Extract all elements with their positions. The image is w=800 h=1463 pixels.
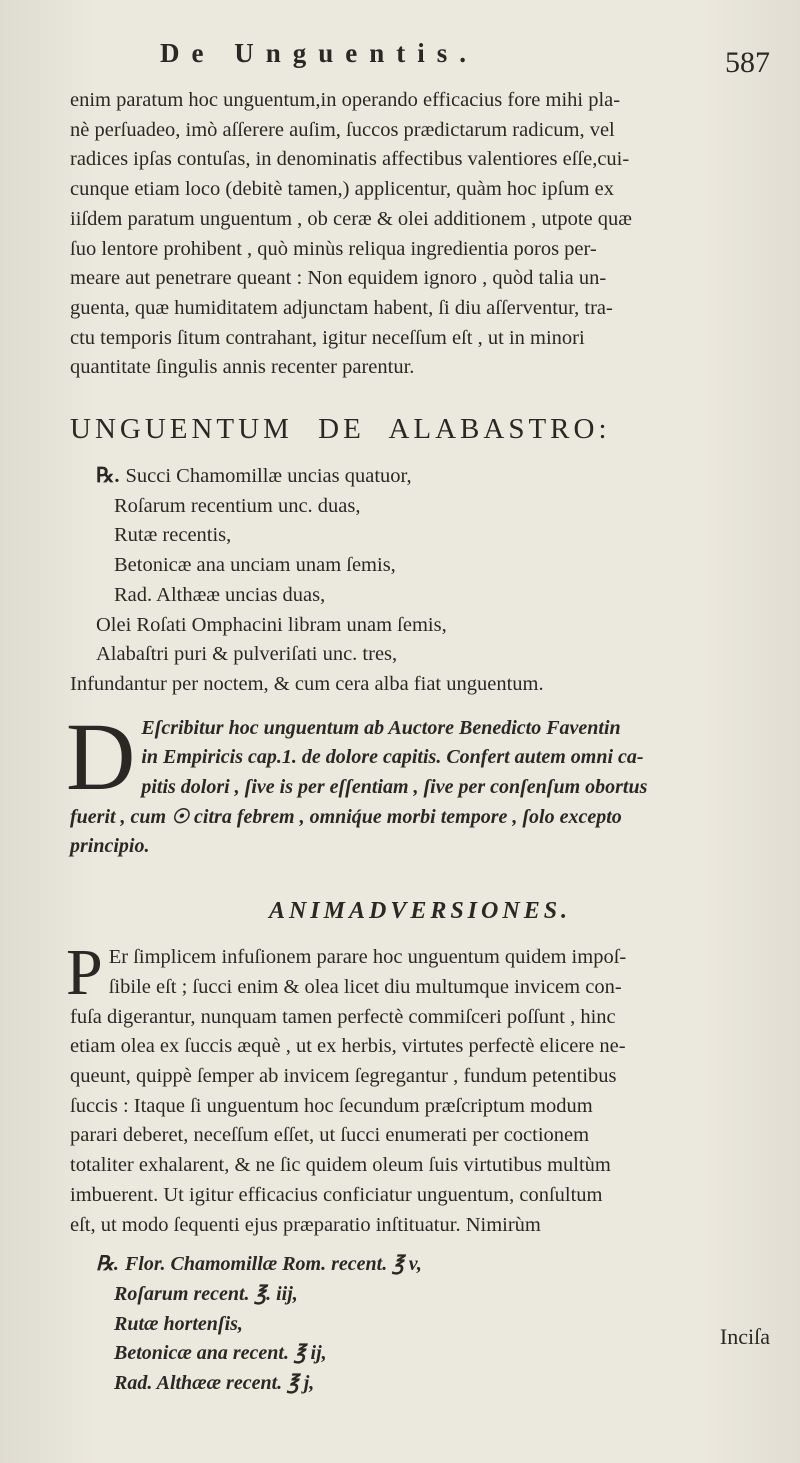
dropcap-p: P <box>66 936 103 1010</box>
recipe-1-line: Infundantur per noctem, & cum cera alba fiat unguentum. <box>70 672 544 695</box>
recipe-1 <box>70 462 770 700</box>
animadversiones-title: ANIMADVERSIONES. <box>268 898 572 925</box>
paragraph-1: enim paratum hoc unguentum,in operando efficacius fore mihi pla- nè perſuadeo, imò aſſerere auſim, ſuccos prædictarum radicum, vel radices ipſas contuſas, in denominatis affectibus valentiores eſſe,cui- cunque etiam loco (debitè tamen,) applicentur, quàm hoc ipſum ex iiſdem paratum unguentum , ob ceræ & olei additionem , utpote quæ ſuo lentore prohibent , quò minùs reliqua ingredientia poros per- meare aut penetrare queant : Non equidem ignoro , quòd talia un- guenta, quæ humiditatem adjunctam habent, ſi diu aſſerventur, tra- ctu temporis ſitum contrahant, igitur neceſſum eſt , ut in minori quantitate ſingulis annis recenter parentur. <box>70 89 632 379</box>
recipe-1-line: Rutæ recentis, <box>114 524 232 547</box>
section-title-word-2: DE <box>318 413 365 446</box>
section-title-word-3: ALABASTRO: <box>388 413 611 446</box>
recipe-2-line: Betonicæ ana recent. ℥ ij, <box>114 1342 327 1365</box>
paragraph-2: Er ſimplicem infuſionem parare hoc unguentum quidem impoſ- ſibile eſt ; ſucci enim & olea licet diu multumque invicem con- fuſa digerantur, nunquam tamen perfectè commiſceri poſſunt , hinc etiam olea ex ſuccis æquè , ut ex herbis, virtutes perfectè elicere ne- queunt, quippè ſemper ab invicem ſegregantur , fundum petentibus ſuccis : Itaque ſi unguentum hoc ſecundum præſcriptum modum parari deberet, neceſſum eſſet, ut ſucci enumerati per coctionem totaliter exhalarent, & ne ſic quidem oleum ſuis virtutibus multùm imbuerent. Ut igitur efficacius conficiatur unguentum, conſultum eſt, ut modo ſequenti ejus præparatio inſtituatur. Nimirùm <box>70 946 627 1236</box>
page-number: 587 <box>725 46 770 79</box>
dropcap-d: D <box>66 702 136 810</box>
recipe-1-line: Rad. Althææ uncias duas, <box>114 583 326 606</box>
description-text: Eſcribitur hoc unguentum ab Auctore Benedicto Faventin in Empiricis cap.1. de dolore capitis. Confert autem omni ca- pitis dolori , ſive is per eſſentiam , ſive per conſenſum obortus fuerit , cum ☉ citra febrem , omniq́ue morbi tempore , ſolo excepto principio. <box>70 716 648 858</box>
section-title-word-1: UNGUENTUM <box>70 413 293 446</box>
description-block <box>66 702 770 863</box>
recipe-1-line: Olei Roſati Omphacini libram unam ſemis, <box>96 613 447 636</box>
recipe-symbol: ℞. <box>96 1253 119 1276</box>
page-header <box>70 28 770 86</box>
running-head: De Unguentis. <box>160 38 479 68</box>
recipe-2 <box>70 1250 770 1399</box>
section-title <box>70 413 770 446</box>
catchword: Inciſa <box>719 1324 770 1349</box>
recipe-2-line: Roſarum recent. ℥. iij, <box>114 1282 298 1305</box>
recipe-1-line: Alabaſtri puri & pulveriſati unc. tres, <box>96 643 398 666</box>
recipe-symbol: ℞. <box>96 465 120 488</box>
recipe-2-line: ℞. Flor. Chamomillæ Rom. recent. ℥ v, <box>96 1253 422 1276</box>
recipe-2-line: Rutæ hortenſis, <box>114 1312 243 1335</box>
recipe-1-line: ℞. Succi Chamomillæ uncias quatuor, <box>96 465 412 488</box>
paragraph-2-block <box>66 936 770 1240</box>
recipe-2-line: Rad. Althææ recent. ℥ j, <box>114 1372 315 1395</box>
recipe-1-line: Roſarum recentium unc. duas, <box>114 494 361 517</box>
recipe-1-line: Betonicæ ana unciam unam ſemis, <box>114 554 396 577</box>
